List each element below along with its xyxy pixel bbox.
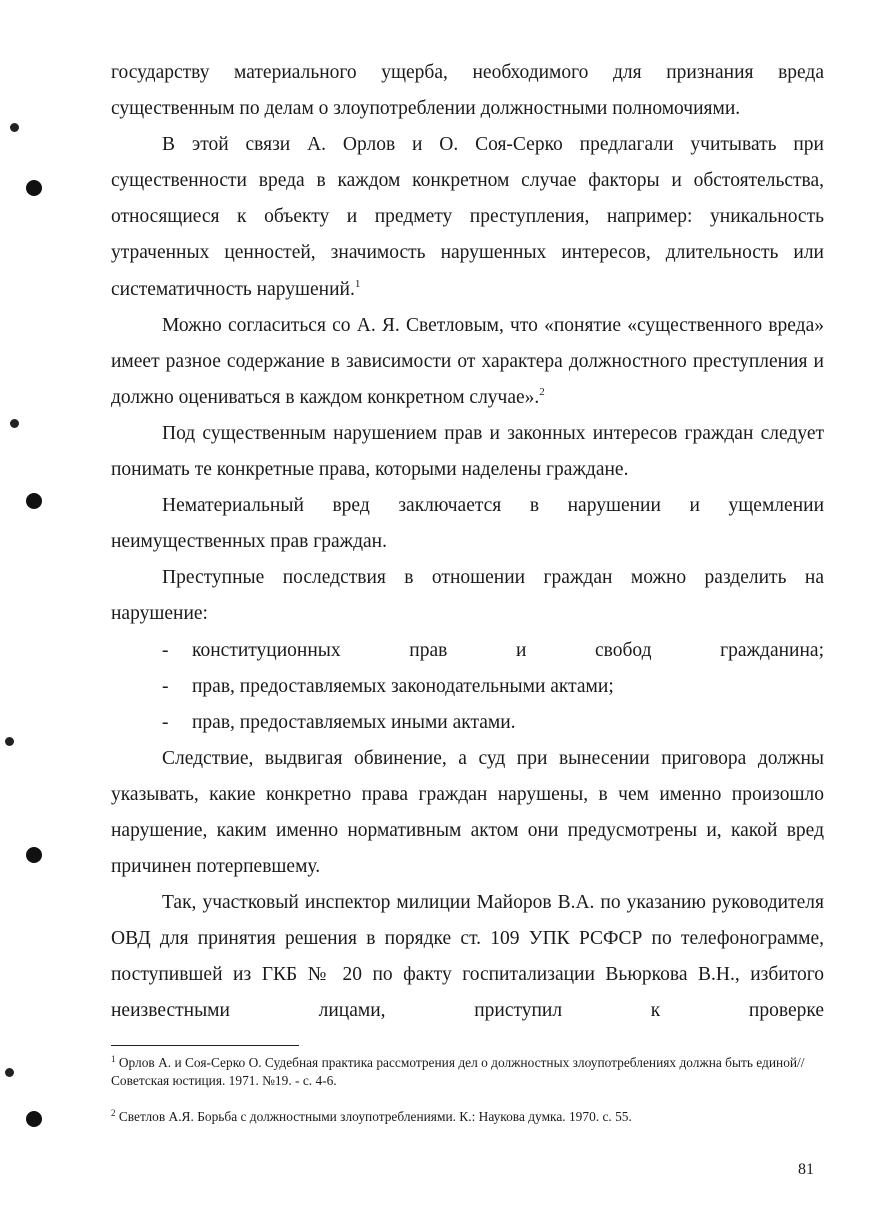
- footnote: $^1$ Орлов А. и Соя-Серко О. Судебная практика рассмотрения дел о должностных злоупотреблениях должна быть единой// Советская юстиция. 1971. №19. - с. 4-6.: [111, 1054, 805, 1088]
- footnote-ref: 2: [539, 385, 545, 398]
- footnote: $^2$ Светлов А.Я. Борьба с должностными злоупотреблениями. К.: Наукова думка. 1970. с. 55.: [111, 1108, 632, 1124]
- paragraph: Можно согласиться со А. Я. Светловым, что «понятие «существенного вреда» имеет разное содержание в зависимости от характера должностного преступления и должно оцениваться в каждом конкретном случае».$^2$: [111, 314, 824, 408]
- binder-hole: [26, 493, 42, 509]
- scan-speck: [10, 419, 19, 428]
- scan-speck: [10, 123, 19, 132]
- list-item: - прав, предоставляемых законодательными актами;: [111, 669, 824, 705]
- scan-speck: [5, 737, 14, 746]
- paragraph: Нематериальный вред заключается в нарушении и ущемлении неимущественных прав граждан.: [111, 495, 824, 553]
- main-text: [111, 55, 824, 1030]
- footnote-separator: [111, 1045, 299, 1046]
- footnotes: [111, 1054, 824, 1126]
- list-marker: -: [162, 675, 169, 697]
- list-marker: -: [162, 711, 169, 733]
- list-marker: -: [162, 639, 169, 661]
- paragraph: Следствие, выдвигая обвинение, а суд при вынесении приговора должны указывать, какие конкретно права граждан нарушены, в чем именно произошло нарушение, каким именно нормативным актом они предусмотрены и, какой вред причинен потерпевшему.: [111, 747, 824, 878]
- paragraph: государству материального ущерба, необходимого для признания вреда существенным по делам о злоупотреблении должностными полномочиями.: [111, 62, 824, 120]
- paragraph: В этой связи А. Орлов и О. Соя-Серко предлагали учитывать при существенности вреда в каждом конкретном случае факторы и обстоятельства, относящиеся к объекту и предмету преступления, например: уникальность утраченных ценностей, значимость нарушенных интересов, длительность или систематичность нарушений.$^1$: [111, 134, 824, 300]
- binder-hole: [26, 847, 42, 863]
- scan-speck: [5, 1068, 14, 1077]
- binder-hole: [26, 180, 42, 196]
- page-number: 81: [798, 1161, 814, 1178]
- list-item: - прав, предоставляемых иными актами.: [111, 705, 824, 741]
- paragraph: Под существенным нарушением прав и законных интересов граждан следует понимать те конкретные права, которыми наделены граждане.: [111, 422, 824, 481]
- list-item: - конституционных прав и свобод гражданина;: [111, 633, 824, 669]
- binder-hole: [26, 1111, 42, 1127]
- footnote-ref: 1: [354, 277, 361, 290]
- paragraph: Так, участковый инспектор милиции Майоров В.А. по указанию руководителя ОВД для принятия решения в порядке ст. 109 УПК РСФСР по телефонограмме, поступившей из ГКБ № 20 по факту госпитализации Вьюркова В.Н., избитого неизвестными лицами, приступил к проверке: [111, 892, 824, 1022]
- paragraph: Преступные последствия в отношении граждан можно разделить на нарушение:: [111, 567, 824, 625]
